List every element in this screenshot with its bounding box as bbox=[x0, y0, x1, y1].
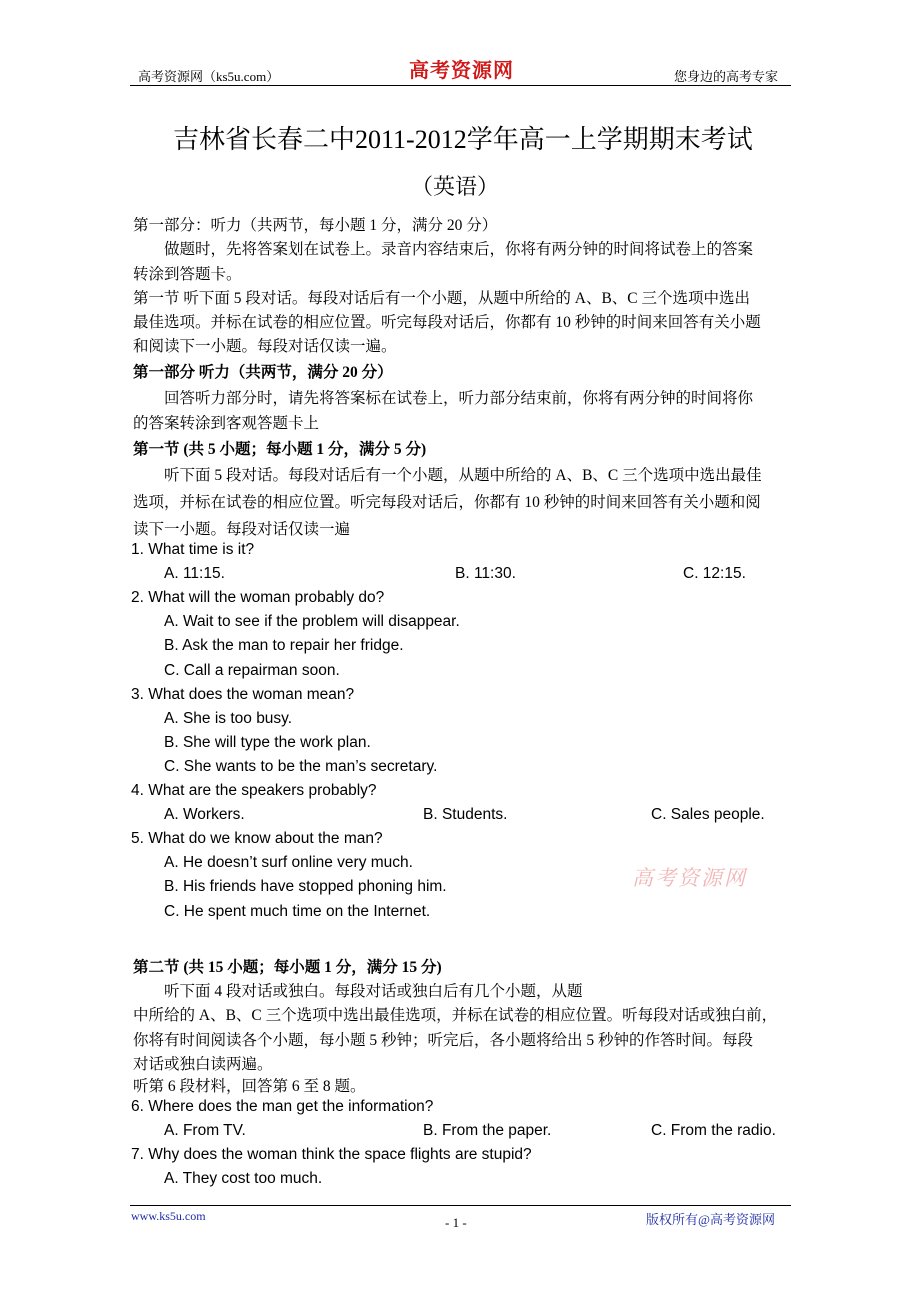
section2-heading: 第二节 (共 15 小题；每小题 1 分，满分 15 分) bbox=[133, 959, 442, 976]
q3-option-c: C. She wants to be the man’s secretary. bbox=[164, 758, 438, 775]
q3-option-a: A. She is too busy. bbox=[164, 710, 293, 727]
section1-line-1: 听下面 5 段对话。每段对话后有一个小题，从题中所给的 A、B、C 三个选项中选出最佳 bbox=[164, 467, 762, 484]
intro-line-3: 转涂到答题卡。 bbox=[133, 266, 242, 283]
header-site-name: 高考资源网（ks5u.com） bbox=[138, 69, 280, 84]
section2-line-4: 对话或独白读两遍。 bbox=[133, 1056, 273, 1073]
page-number: - 1 - bbox=[445, 1215, 467, 1230]
q1-option-b: B. 11:30. bbox=[455, 565, 516, 582]
q2-option-b: B. Ask the man to repair her fridge. bbox=[164, 637, 404, 654]
q2-option-c: C. Call a repairman soon. bbox=[164, 662, 340, 679]
header-logo: 高考资源网 bbox=[409, 60, 514, 82]
q7-option-a: A. They cost too much. bbox=[164, 1170, 323, 1187]
exam-subject: （英语） bbox=[411, 174, 500, 199]
intro-line-1: 第一部分：听力（共两节，每小题 1 分，满分 20 分） bbox=[133, 217, 498, 234]
q4-option-b: B. Students. bbox=[423, 806, 508, 823]
part1-line-1: 回答听力部分时，请先将答案标在试卷上，听力部分结束前，你将有两分钟的时间将你 bbox=[164, 390, 754, 407]
section2-instruction: 听第 6 段材料，回答第 6 至 8 题。 bbox=[133, 1078, 366, 1095]
header-slogan: 您身边的高考专家 bbox=[674, 69, 779, 84]
exam-title: 吉林省长春二中2011-2012学年高一上学期期末考试 bbox=[173, 125, 753, 154]
q6-option-c: C. From the radio. bbox=[651, 1122, 776, 1139]
q4-option-a: A. Workers. bbox=[164, 806, 245, 823]
section1-line-3: 读下一小题。每段对话仅读一遍 bbox=[133, 521, 351, 538]
intro-line-6: 和阅读下一小题。每段对话仅读一遍。 bbox=[133, 338, 397, 355]
question-3: 3. What does the woman mean? bbox=[131, 686, 355, 703]
q4-option-c: C. Sales people. bbox=[651, 806, 765, 823]
intro-line-4: 第一节 听下面 5 段对话。每段对话后有一个小题，从题中所给的 A、B、C 三个选项中选出 bbox=[133, 290, 750, 307]
question-2: 2. What will the woman probably do? bbox=[131, 589, 385, 606]
q5-option-b: B. His friends have stopped phoning him. bbox=[164, 878, 447, 895]
q6-option-b: B. From the paper. bbox=[423, 1122, 552, 1139]
part1-heading: 第一部分 听力（共两节，满分 20 分） bbox=[133, 364, 393, 381]
question-1: 1. What time is it? bbox=[131, 541, 255, 558]
question-7: 7. Why does the woman think the space flights are stupid? bbox=[131, 1146, 532, 1163]
q2-option-a: A. Wait to see if the problem will disappear. bbox=[164, 613, 460, 630]
part1-line-2: 的答案转涂到客观答题卡上 bbox=[133, 415, 320, 432]
footer-website-link[interactable]: www.ks5u.com bbox=[131, 1209, 206, 1223]
question-5: 5. What do we know about the man? bbox=[131, 830, 383, 847]
q5-option-c: C. He spent much time on the Internet. bbox=[164, 903, 431, 920]
q3-option-b: B. She will type the work plan. bbox=[164, 734, 371, 751]
section2-line-2: 中所给的 A、B、C 三个选项中选出最佳选项，并标在试卷的相应位置。听每段对话或独白前， bbox=[133, 1007, 778, 1024]
section2-line-3: 你将有时间阅读各个小题，每小题 5 秒钟；听完后，各小题将给出 5 秒钟的作答时间。每段 bbox=[133, 1032, 754, 1049]
header-rule bbox=[130, 85, 791, 86]
section1-heading: 第一节 (共 5 小题；每小题 1 分，满分 5 分) bbox=[133, 441, 427, 458]
section1-line-2: 选项，并标在试卷的相应位置。听完每段对话后，你都有 10 秒钟的时间来回答有关小题和阅 bbox=[133, 494, 761, 511]
q6-option-a: A. From TV. bbox=[164, 1122, 246, 1139]
question-6: 6. Where does the man get the information? bbox=[131, 1098, 434, 1115]
question-4: 4. What are the speakers probably? bbox=[131, 782, 377, 799]
watermark-stamp: 高考资源网 bbox=[632, 866, 747, 890]
intro-line-5: 最佳选项。并标在试卷的相应位置。听完每段对话后，你都有 10 秒钟的时间来回答有关小题 bbox=[133, 314, 761, 331]
footer-copyright: 版权所有@高考资源网 bbox=[646, 1212, 775, 1227]
q5-option-a: A. He doesn’t surf online very much. bbox=[164, 854, 413, 871]
q1-option-a: A. 11:15. bbox=[164, 565, 225, 582]
intro-line-2: 做题时，先将答案划在试卷上。录音内容结束后，你将有两分钟的时间将试卷上的答案 bbox=[164, 241, 754, 258]
footer-rule bbox=[130, 1205, 791, 1206]
q1-option-c: C. 12:15. bbox=[683, 565, 746, 582]
section2-line-1: 听下面 4 段对话或独白。每段对话或独白后有几个小题，从题 bbox=[164, 983, 583, 1000]
